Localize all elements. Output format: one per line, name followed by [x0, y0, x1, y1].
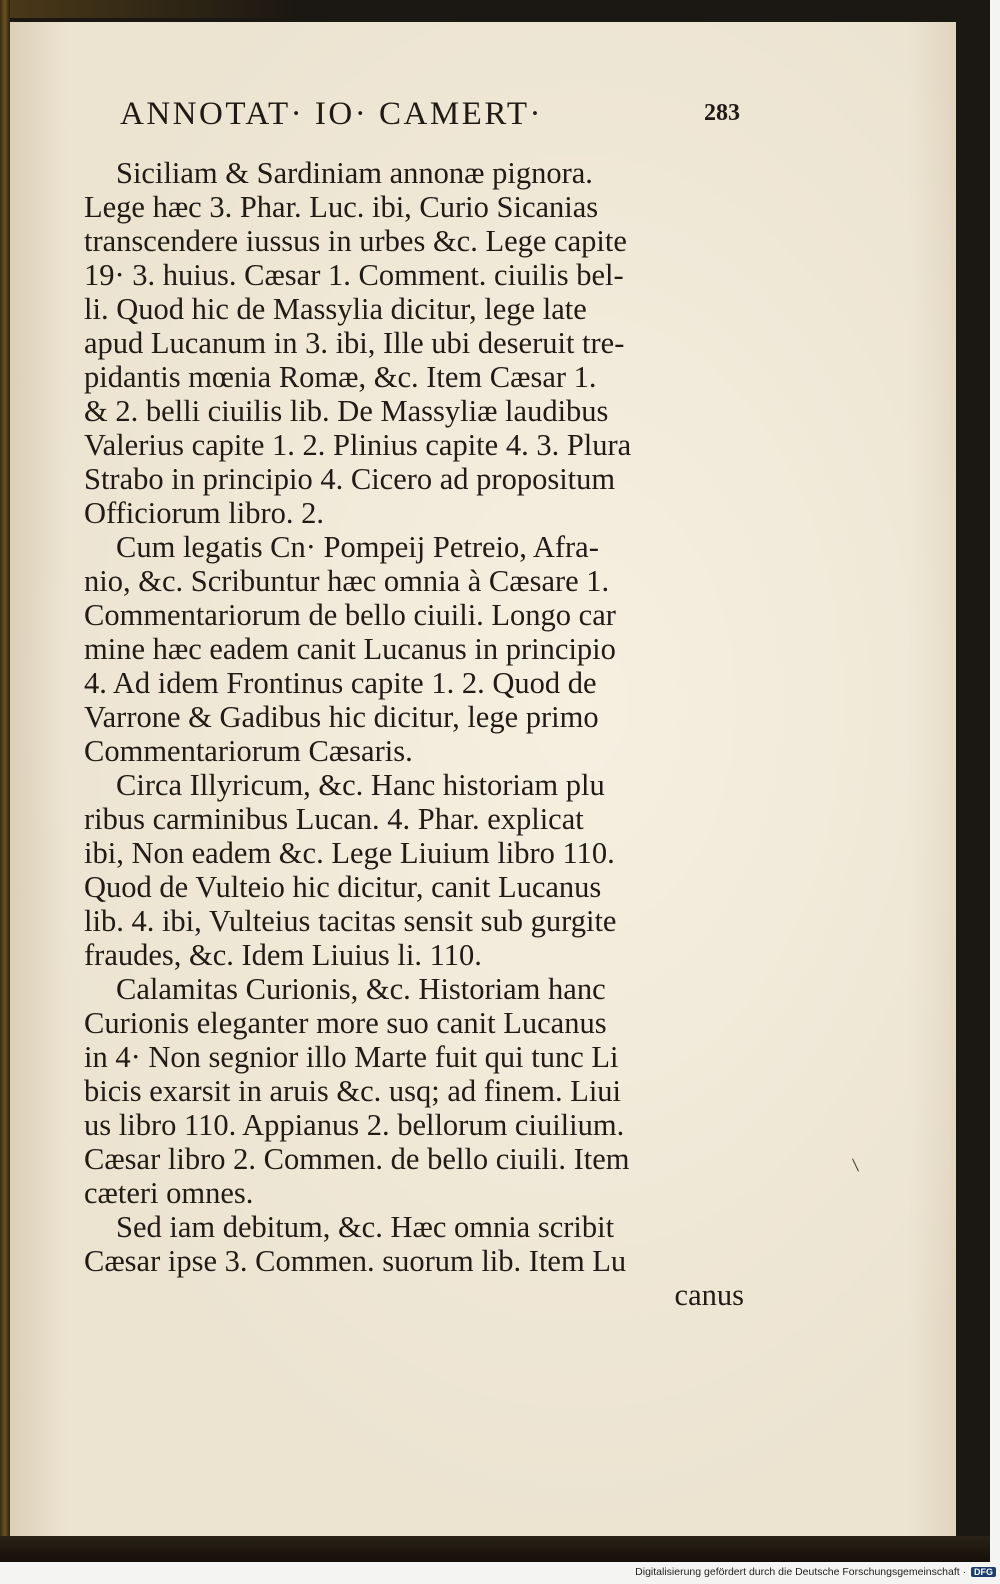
- book-top-edge: [0, 0, 990, 18]
- text-line: Officiorum libro. 2.: [84, 496, 325, 530]
- book-spine-edge: [0, 0, 10, 1562]
- text-line: Commentariorum de bello ciuili. Longo car: [84, 598, 616, 632]
- digitization-credit: [600, 1566, 996, 1582]
- text-line: lib. 4. ibi, Vulteius tacitas sensit sub gurgite: [84, 904, 617, 938]
- text-line: mine hæc eadem canit Lucanus in principio: [84, 632, 616, 666]
- text-line: apud Lucanum in 3. ibi, Ille ubi deseruit tre-: [84, 326, 625, 360]
- text-line: ibi, Non eadem &c. Lege Liuium libro 110.: [84, 836, 615, 870]
- text-line: cæteri omnes.: [84, 1176, 254, 1210]
- paragraph-start-line: Cum legatis Cn· Pompeij Petreio, Afra-: [116, 530, 599, 564]
- text-line: li. Quod hic de Massylia dicitur, lege late: [84, 292, 587, 326]
- credit-text: Digitalisierung gefördert durch die Deutsche Forschungsgemeinschaft ·: [635, 1566, 967, 1578]
- text-line: pidantis mœnia Romæ, &c. Item Cæsar 1.: [84, 360, 597, 394]
- paragraph-start-line: Sed iam debitum, &c. Hæc omnia scribit: [116, 1210, 615, 1244]
- text-line: 19· 3. huius. Cæsar 1. Comment. ciuilis bel-: [84, 258, 624, 292]
- text-line: Strabo in principio 4. Cicero ad propositum: [84, 462, 616, 496]
- text-line: in 4· Non segnior illo Marte fuit qui tunc Li: [84, 1040, 619, 1074]
- text-line: us libro 110. Appianus 2. bellorum ciuilium.: [84, 1108, 625, 1142]
- paragraph-start-line: Calamitas Curionis, &c. Historiam hanc: [116, 972, 606, 1006]
- text-line: nio, &c. Scribuntur hæc omnia à Cæsare 1.: [84, 564, 610, 598]
- text-line: Cæsar ipse 3. Commen. suorum lib. Item Lu: [84, 1244, 627, 1278]
- text-line: Commentariorum Cæsaris.: [84, 734, 413, 768]
- text-line: & 2. belli ciuilis lib. De Massyliæ laudibus: [84, 394, 609, 428]
- dfg-logo: DFG: [971, 1567, 996, 1577]
- paragraph-start-line: Circa Illyricum, &c. Hanc historiam plu: [116, 768, 605, 802]
- page-header: [120, 96, 740, 142]
- text-line: Lege hæc 3. Phar. Luc. ibi, Curio Sicanias: [84, 190, 599, 224]
- text-line: transcendere iussus in urbes &c. Lege capite: [84, 224, 627, 258]
- text-line: Curionis eleganter more suo canit Lucanus: [84, 1006, 607, 1040]
- text-line: Varrone & Gadibus hic dicitur, lege primo: [84, 700, 599, 734]
- text-line: fraudes, &c. Idem Liuius li. 110.: [84, 938, 482, 972]
- text-line: 4. Ad idem Frontinus capite 1. 2. Quod de: [84, 666, 597, 700]
- book-bottom-edge: [0, 1536, 990, 1562]
- catchword: canus: [674, 1278, 744, 1312]
- text-line: Quod de Vulteio hic dicitur, canit Lucanus: [84, 870, 602, 904]
- text-line: bicis exarsit in aruis &c. usq; ad finem. Liui: [84, 1074, 622, 1108]
- text-line: Cæsar libro 2. Commen. de bello ciuili. Item: [84, 1142, 630, 1176]
- text-block: [84, 156, 744, 1312]
- text-line: Siciliam & Sardiniam annonæ pignora.: [116, 156, 593, 190]
- text-line: Valerius capite 1. 2. Plinius capite 4. 3. Plura: [84, 428, 632, 462]
- running-head: ANNOTAT· IO· CAMERT·: [120, 96, 543, 132]
- page-number: 283: [704, 100, 740, 126]
- text-line: ribus carminibus Lucan. 4. Phar. explicat: [84, 802, 584, 836]
